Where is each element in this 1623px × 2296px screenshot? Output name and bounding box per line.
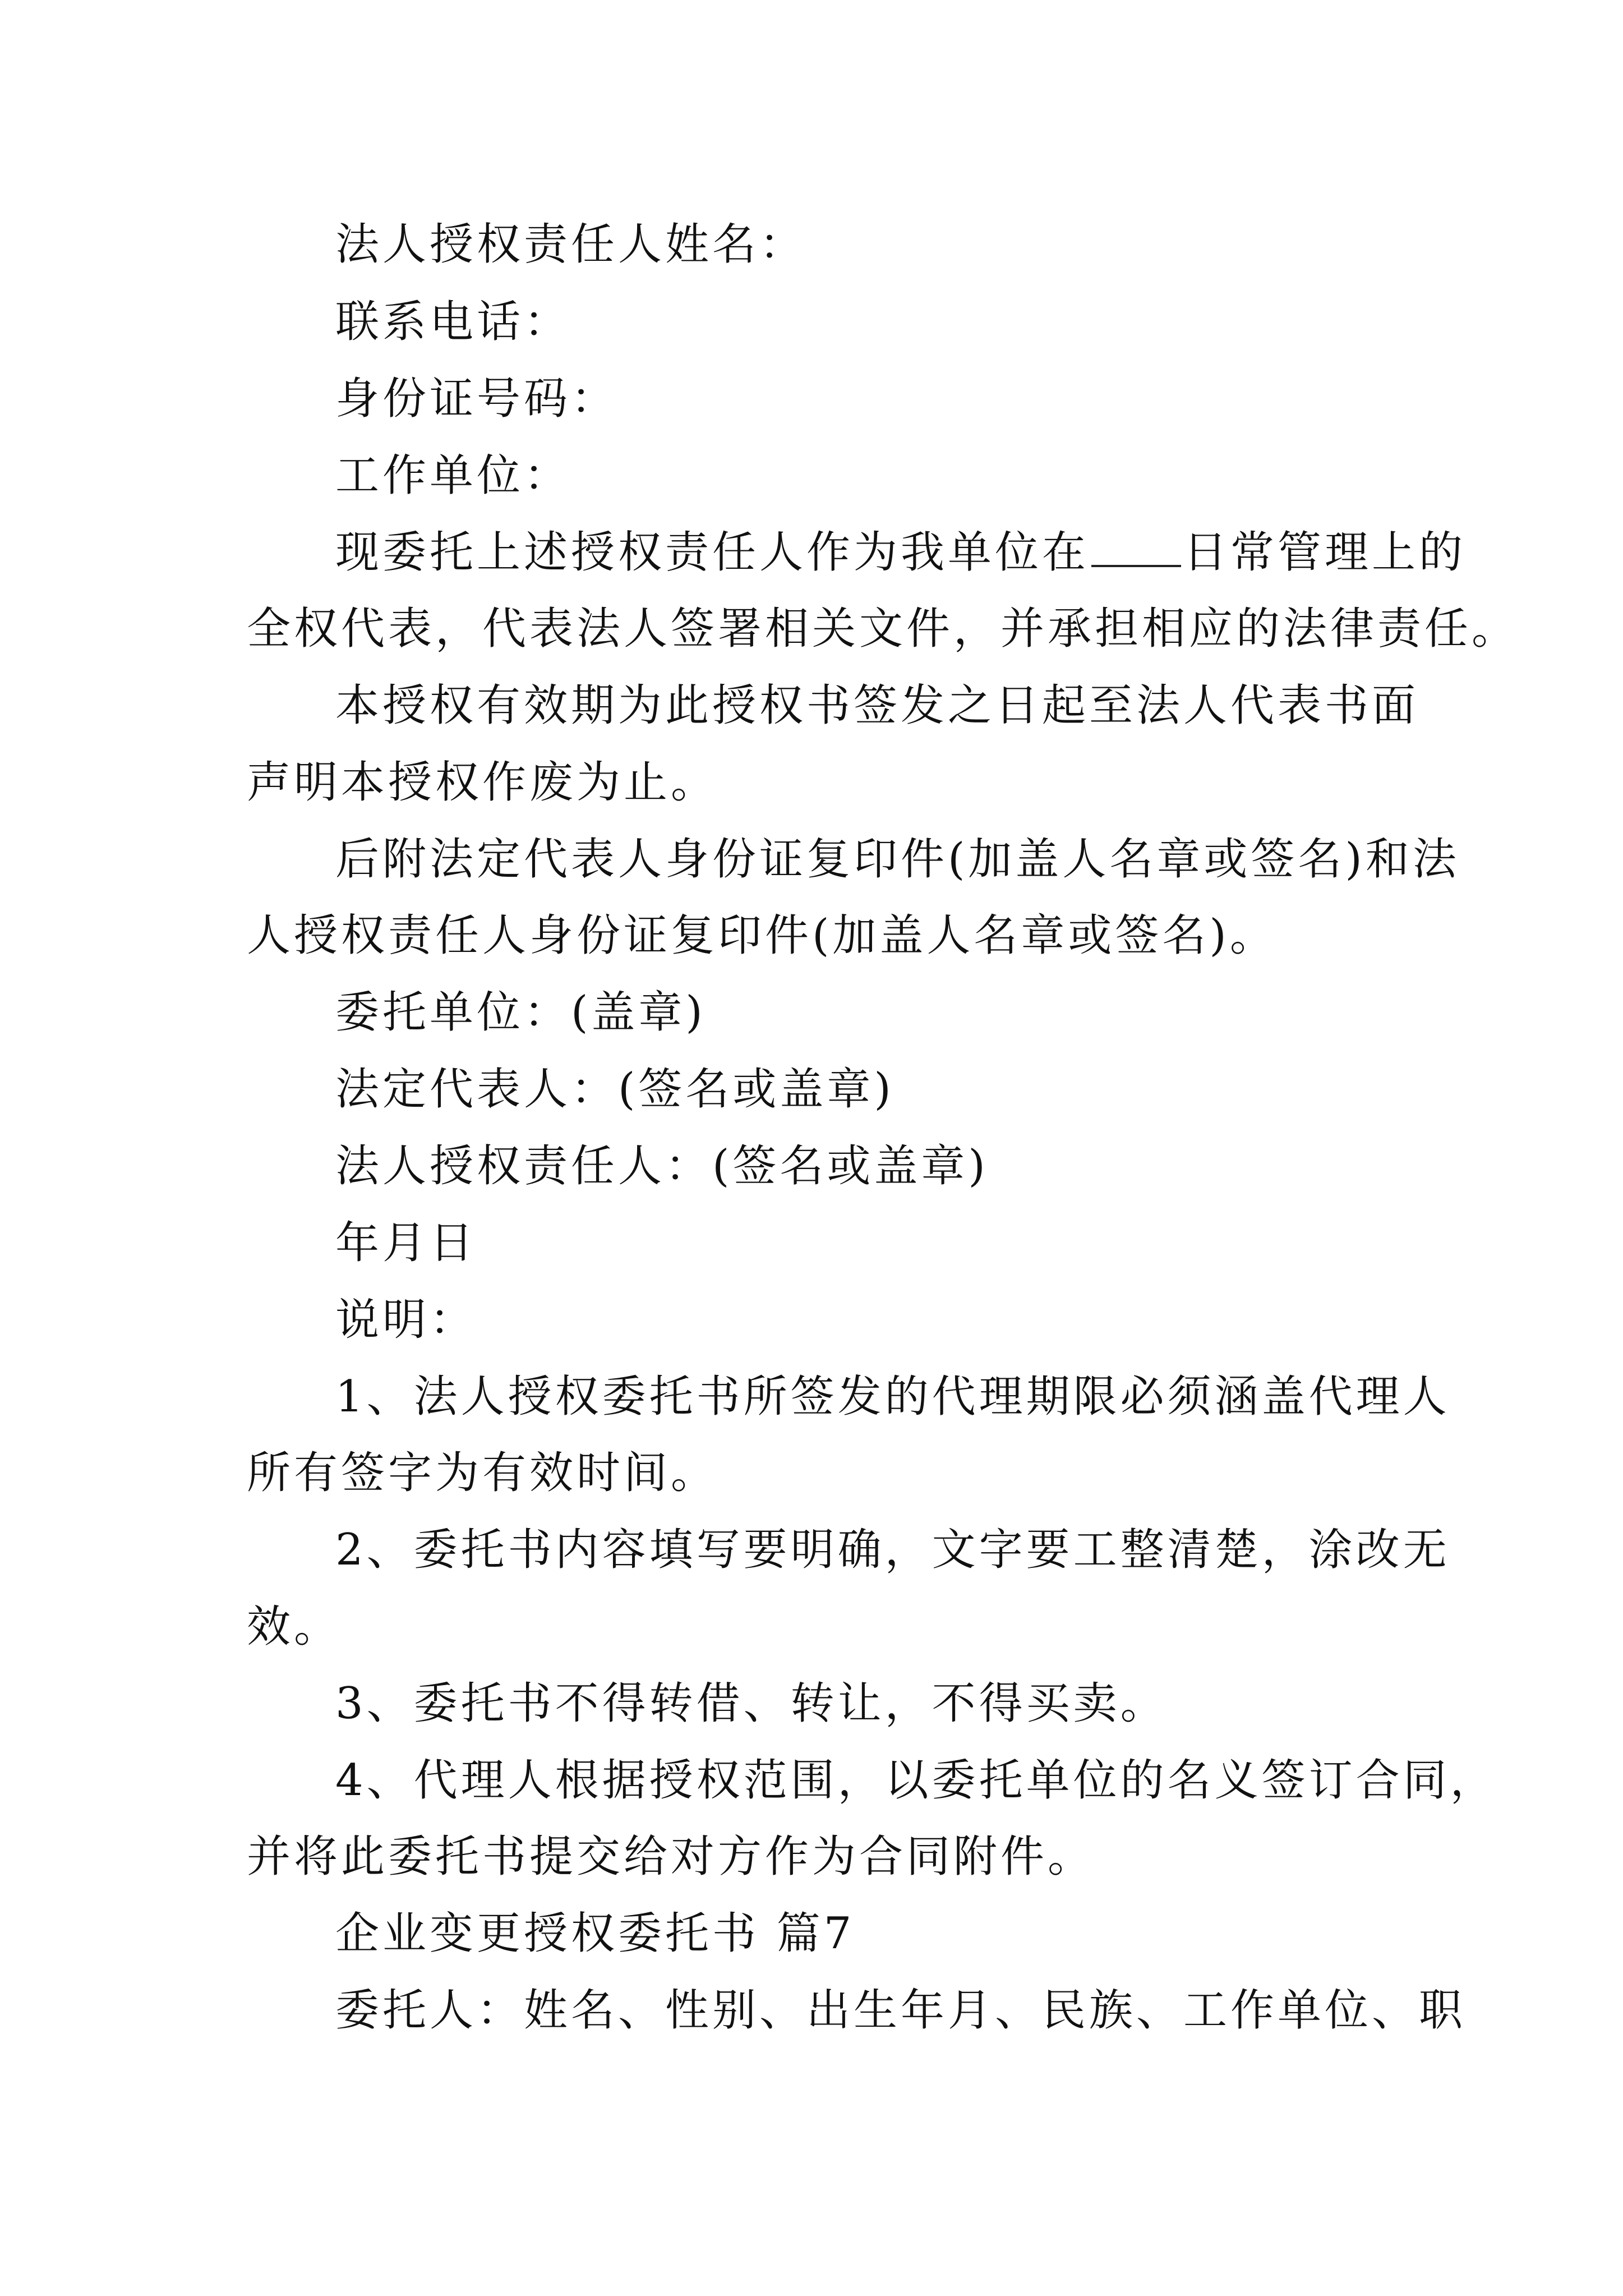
text-line-work-unit: 工作单位：: [335, 450, 571, 501]
text-line-id-number: 身份证号码：: [335, 374, 619, 424]
note-4-line-1: 4、代理人根据授权范围，以委托单位的名义签订合同，: [335, 1755, 1497, 1806]
note-2-line-1: 2、委托书内容填写要明确，文字要工整清楚，涂改无: [335, 1525, 1450, 1575]
paragraph-delegation-line-2: 全权代表，代表法人签署相关文件，并承担相应的法律责任。: [247, 604, 1519, 654]
section-heading-notes: 说明：: [335, 1295, 477, 1345]
paragraph-validity-line-2: 声明本授权作废为止。: [247, 757, 718, 808]
text-line-legal-representative: 法定代表人：(签名或盖章): [335, 1064, 895, 1115]
text-line-principal-details: 委托人：姓名、性别、出生年月、民族、工作单位、职: [335, 1985, 1467, 2036]
paragraph-attachment-line-2: 人授权责任人身份证复印件(加盖人名章或签名)。: [247, 910, 1277, 961]
note-2-line-2: 效。: [247, 1602, 342, 1652]
paragraph-attachment-line-1: 后附法定代表人身份证复印件(加盖人名章或签名)和法: [335, 834, 1460, 885]
text-line-entrusting-unit: 委托单位：(盖章): [335, 987, 706, 1038]
note-3: 3、委托书不得转借、转让，不得买卖。: [335, 1678, 1168, 1729]
delegation-text-part-2: 日常管理上的: [1183, 527, 1467, 578]
text-line-date: 年月日: [335, 1218, 477, 1268]
paragraph-validity-line-1: 本授权有效期为此授权书签发之日起至法人代表书面: [335, 680, 1419, 731]
paragraph-delegation-line-1: [335, 526, 1467, 579]
note-1-line-1: 1、法人授权委托书所签发的代理期限必须涵盖代理人: [335, 1372, 1450, 1422]
delegation-text-part-1: 现委托上述授权责任人作为我单位在: [335, 527, 1090, 578]
note-4-line-2: 并将此委托书提交给对方作为合同附件。: [247, 1832, 1095, 1882]
text-line-authorized-person-name: 法人授权责任人姓名：: [335, 219, 807, 270]
text-line-authorized-person-signature: 法人授权责任人：(签名或盖章): [335, 1141, 989, 1191]
text-line-phone: 联系电话：: [335, 297, 571, 347]
note-1-line-2: 所有签字为有效时间。: [247, 1448, 718, 1498]
section-heading-part-7: 企业变更授权委托书 篇7: [335, 1908, 855, 1959]
blank-underline: [1091, 526, 1181, 567]
